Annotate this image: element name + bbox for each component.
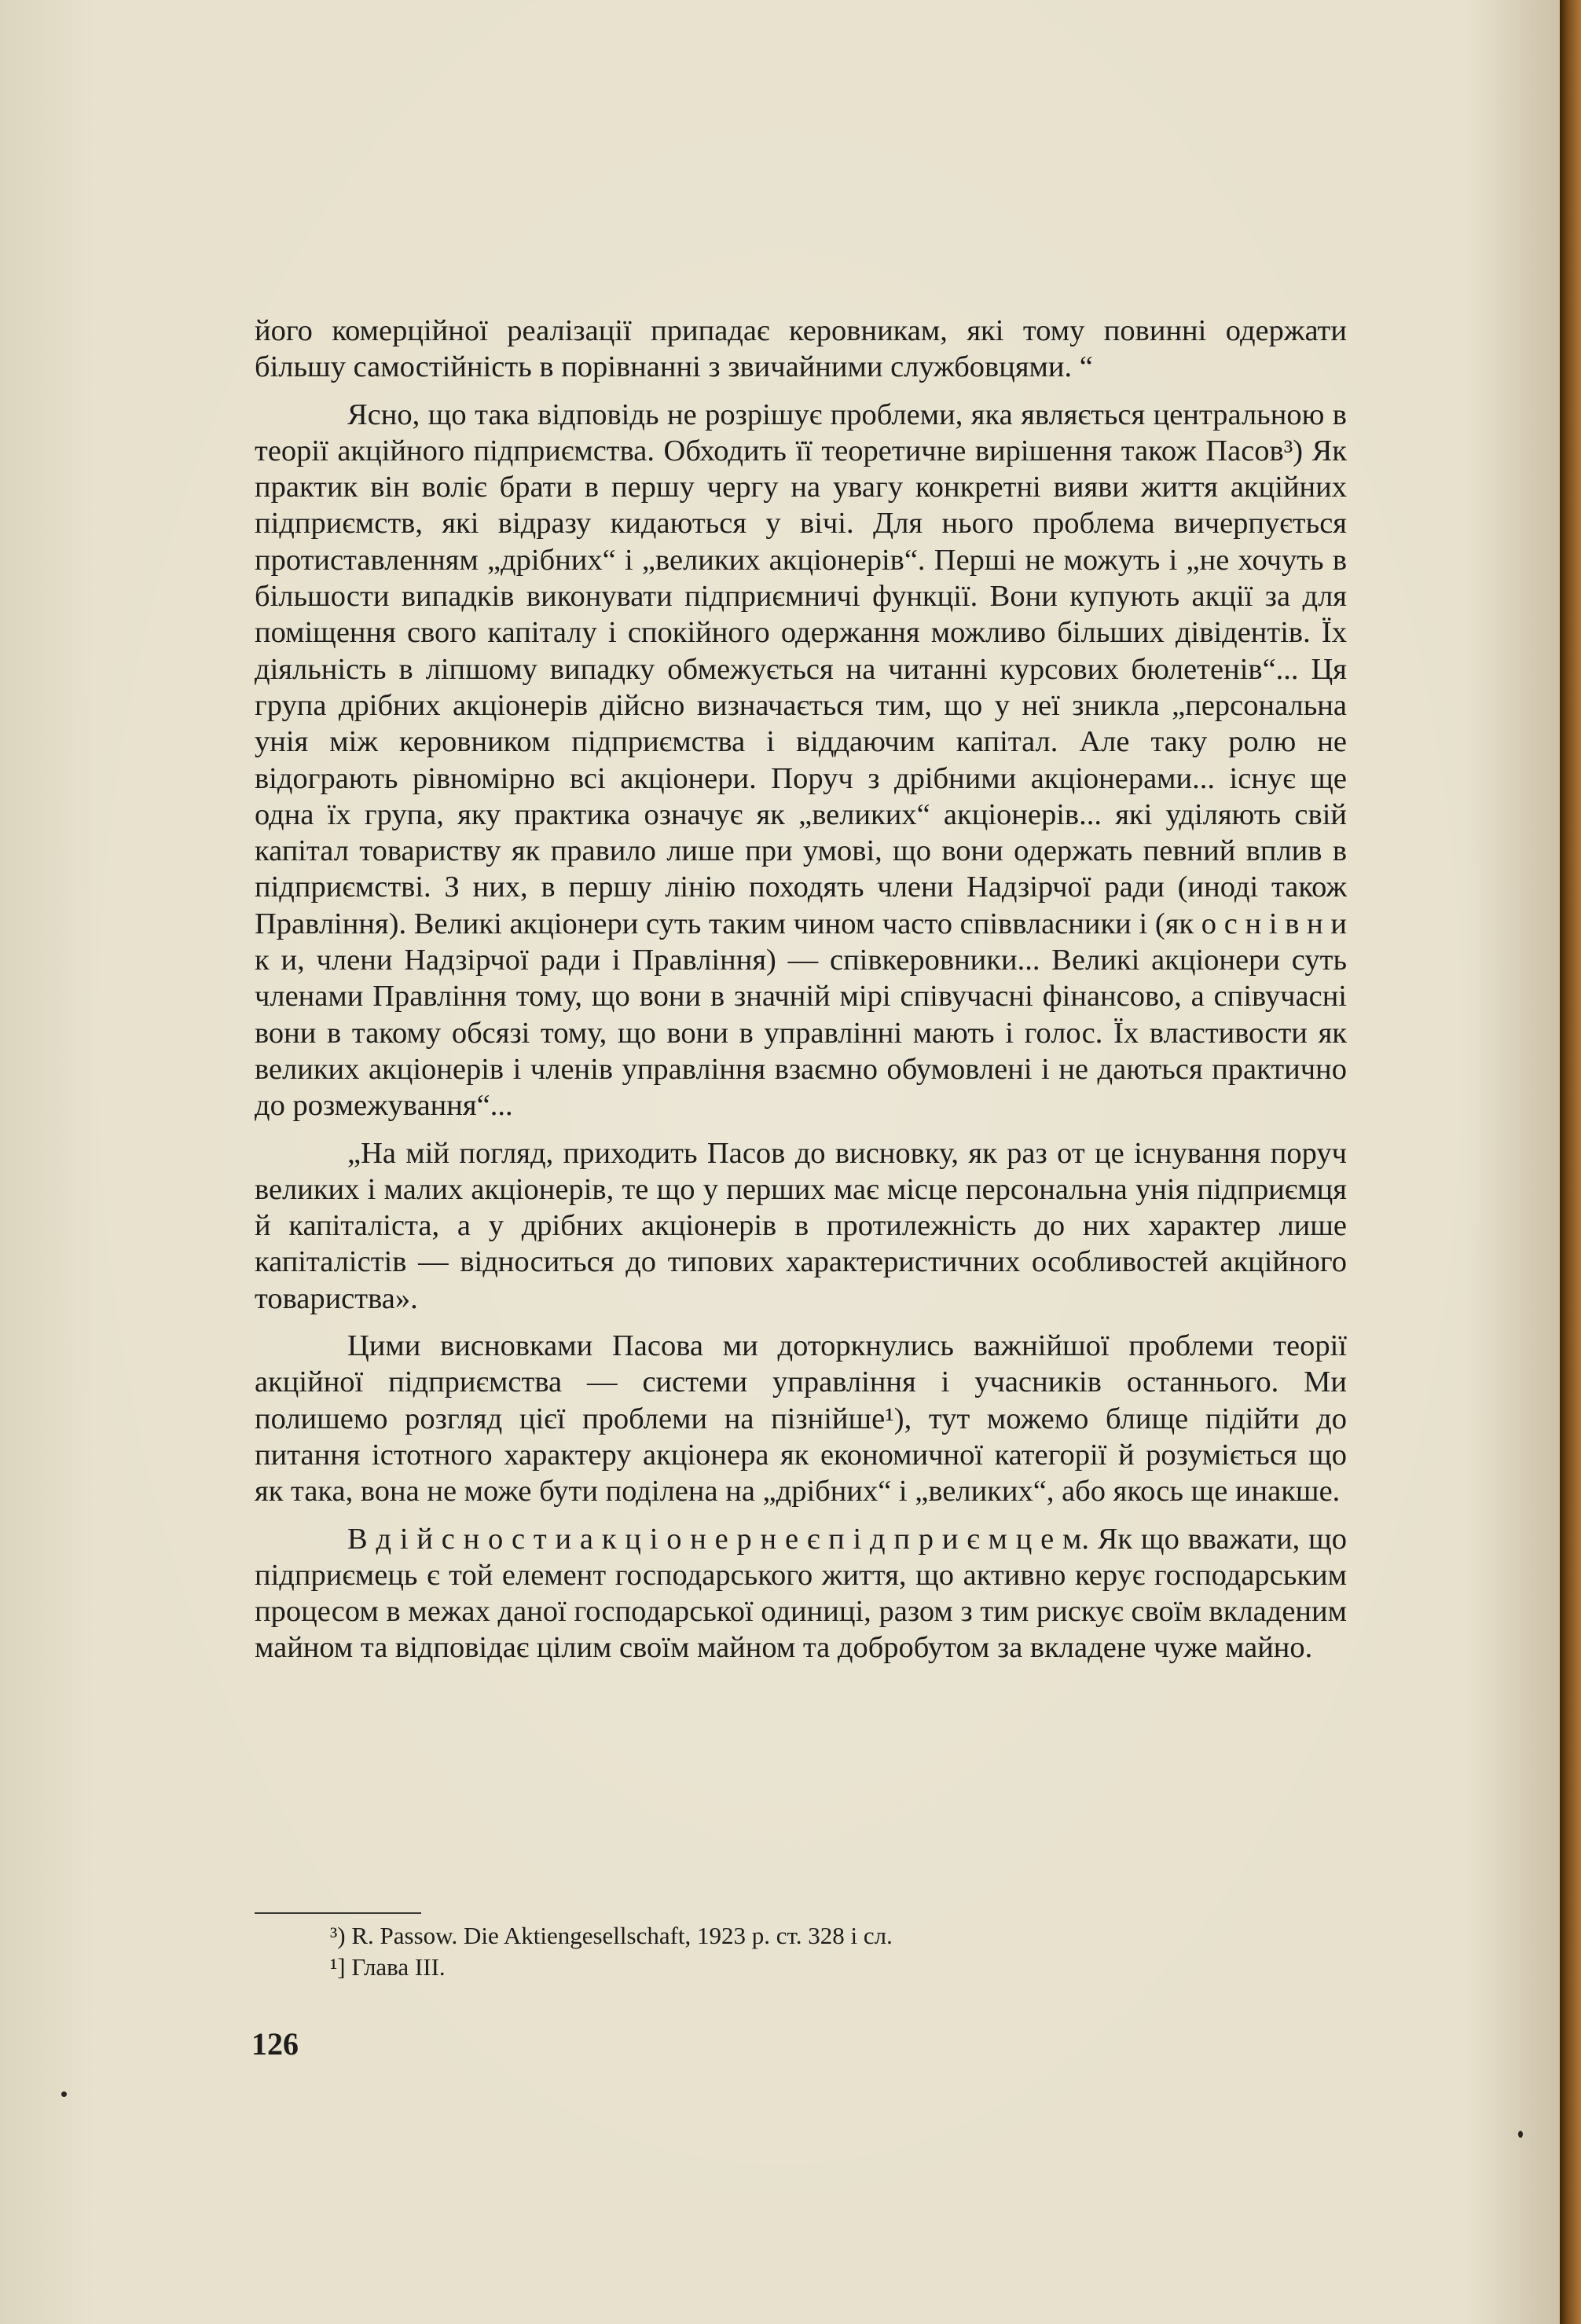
scan-speck xyxy=(1518,2131,1523,2138)
footnote-1: ³) R. Passow. Die Aktiengesellschaft, 1923 р. ст. 328 і сл. xyxy=(330,1922,893,1949)
main-text xyxy=(255,313,1347,1677)
scan-speck xyxy=(61,2091,67,2097)
paragraph-5: В д і й с н о с т и а к ц і о н е р н е є п і д п р и є м ц е м. Як що вважати, що підприємець є той елемент господарського життя, що активно керує господарським процесом в межах даної господарської одиниці, разом з тим рискує своїм вкладеним майном та відповідає цілим своїм майном та добробутом за вкладене чуже майно. xyxy=(255,1522,1347,1665)
paragraph-2: Ясно, що така відповідь не розрішує проблеми, яка являється центральною в теорії акційного підприємства. Обходить її теоретичне вирішення також Пасов³) Як практик він воліє брати в першу чергу на увагу конкретні вияви життя акційних підприємств, які відразу кидаються у вічі. Для нього проблема вичерпується протиставленням „дрібних“ і „великих акціонерів“. Перші не можуть і „не хочуть в більшости випадків виконувати підприємничі функції. Вони купують акції за для поміщення свого капіталу і спокійного одержання можливо більших дівідентів. Їх діяльність в ліпшому випадку обмежується на читанні курсових бюлетенів“... Ця група дрібних акціонерів дійсно визначається тим, що у неї зникла „персональна унія між керовником підприємства і віддаючим капітал. Але таку ролю не відограють рівномірно всі акціонери. Поруч з дрібними акціонерами... існує ще одна їх група, яку практика означує як „великих“ акціонерів... які уділяють свій капітал товариству як правило лише при умові, що вони одержать певний вплив в підприємстві. З них, в першу лінію походять члени Надзірчої ради (иноді також Правління). Великі акціонери суть таким чином часто співвласники і (як о с н і в н и к и, члени Надзірчої ради і Правління) — співкеровники... Великі акціонери суть членами Правління тому, що вони в значній мірі співучасні фінансово, а співучасні вони в такому обсязі тому, що вони в управлінні мають і голос. Їх властивости як великих акціонерів і членів управління взаємно обумовлені і не даються практично до розмежування“... xyxy=(255,398,1347,1123)
page-number: 126 xyxy=(251,2026,299,2062)
book-spine-edge xyxy=(1560,0,1581,2324)
paragraph-4: Цими висновками Пасова ми доторкнулись важнійшої проблеми теорії акційної підприємства — системи управління і учасників останнього. Ми полишемо розгляд цієї проблеми на пізнійше¹), тут можемо блище підійти до питання істотного характеру акціонера як економичної категорії й розуміється що як така, вона не може бути поділена на „дрібних“ і „великих“, або якось ще инакше. xyxy=(255,1329,1347,1508)
footnote-2: ¹] Глава III. xyxy=(330,1953,446,1981)
footnote-divider xyxy=(255,1912,421,1914)
paragraph-1: його комерційної реалізації припадає керовникам, які тому повинні одержати більшу самостійність в порівнанні з звичайними службовцями. “ xyxy=(255,314,1347,384)
footnotes xyxy=(330,1920,1273,1983)
paragraph-3: „На мій погляд, приходить Пасов до висновку, як раз от це існування поруч великих і малих акціонерів, те що у перших має місце персональна унія підприємця й капіталіста, а у дрібних акціонерів в протилежність до них характер лише капіталістів — відноситься до типових характеристичних особливостей акційного товариства». xyxy=(255,1136,1347,1315)
